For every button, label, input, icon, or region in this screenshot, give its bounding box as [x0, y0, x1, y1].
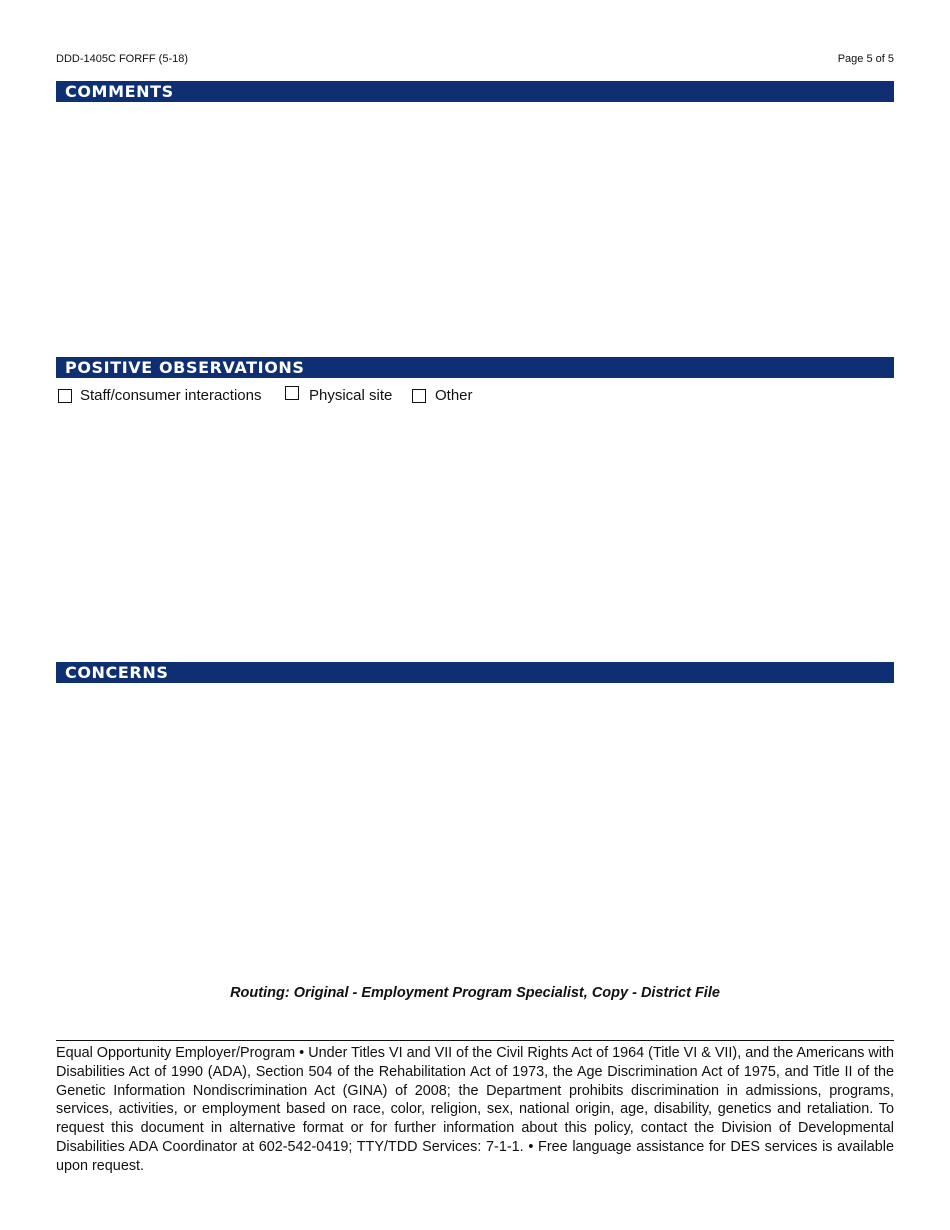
- form-id: DDD-1405C FORFF (5-18): [56, 53, 189, 65]
- physical-site-checkbox[interactable]: [285, 386, 299, 400]
- routing-note: Routing: Original - Employment Program Specialist, Copy - District File: [230, 985, 720, 1001]
- comments-section-header: COMMENTS: [56, 81, 894, 102]
- equal-opportunity-notice: Equal Opportunity Employer/Program • Under Titles VI and VII of the Civil Rights Act of 1964 (Title VI & VII), and the Americans with Disabilities Act of 1990 (ADA), Section 504 of the Rehabilitation Act of 1973, the Age Discrimination Act of 1975, and Title II of the Genetic Information Nondiscrimination Act (GINA) of 2008; the Department prohibits discrimination in admissions, programs, services, activities, or employment based on race, color, religion, sex, national origin, age, disability, genetics and retaliation. To request this document in alternative format or for further information about this policy, contact the Division of Developmental Disabilities ADA Coordinator at 602-542-0419; TTY/TDD Services: 7-1-1. • Free language assistance for DES services is available upon request.: [56, 1045, 894, 1174]
- other-checkbox[interactable]: [412, 389, 426, 403]
- comments-field[interactable]: [56, 104, 894, 352]
- positive-observations-field[interactable]: [56, 410, 894, 656]
- staff-consumer-interactions-checkbox[interactable]: [58, 389, 72, 403]
- positive-observations-section-header: POSITIVE OBSERVATIONS: [56, 357, 894, 378]
- staff-consumer-interactions-label: Staff/consumer interactions: [80, 387, 262, 404]
- footer-divider: [56, 1040, 894, 1041]
- page-number: Page 5 of 5: [837, 53, 894, 65]
- physical-site-label: Physical site: [309, 387, 393, 404]
- concerns-field[interactable]: [56, 686, 894, 956]
- concerns-section-header: CONCERNS: [56, 662, 894, 683]
- other-label: Other: [435, 387, 473, 404]
